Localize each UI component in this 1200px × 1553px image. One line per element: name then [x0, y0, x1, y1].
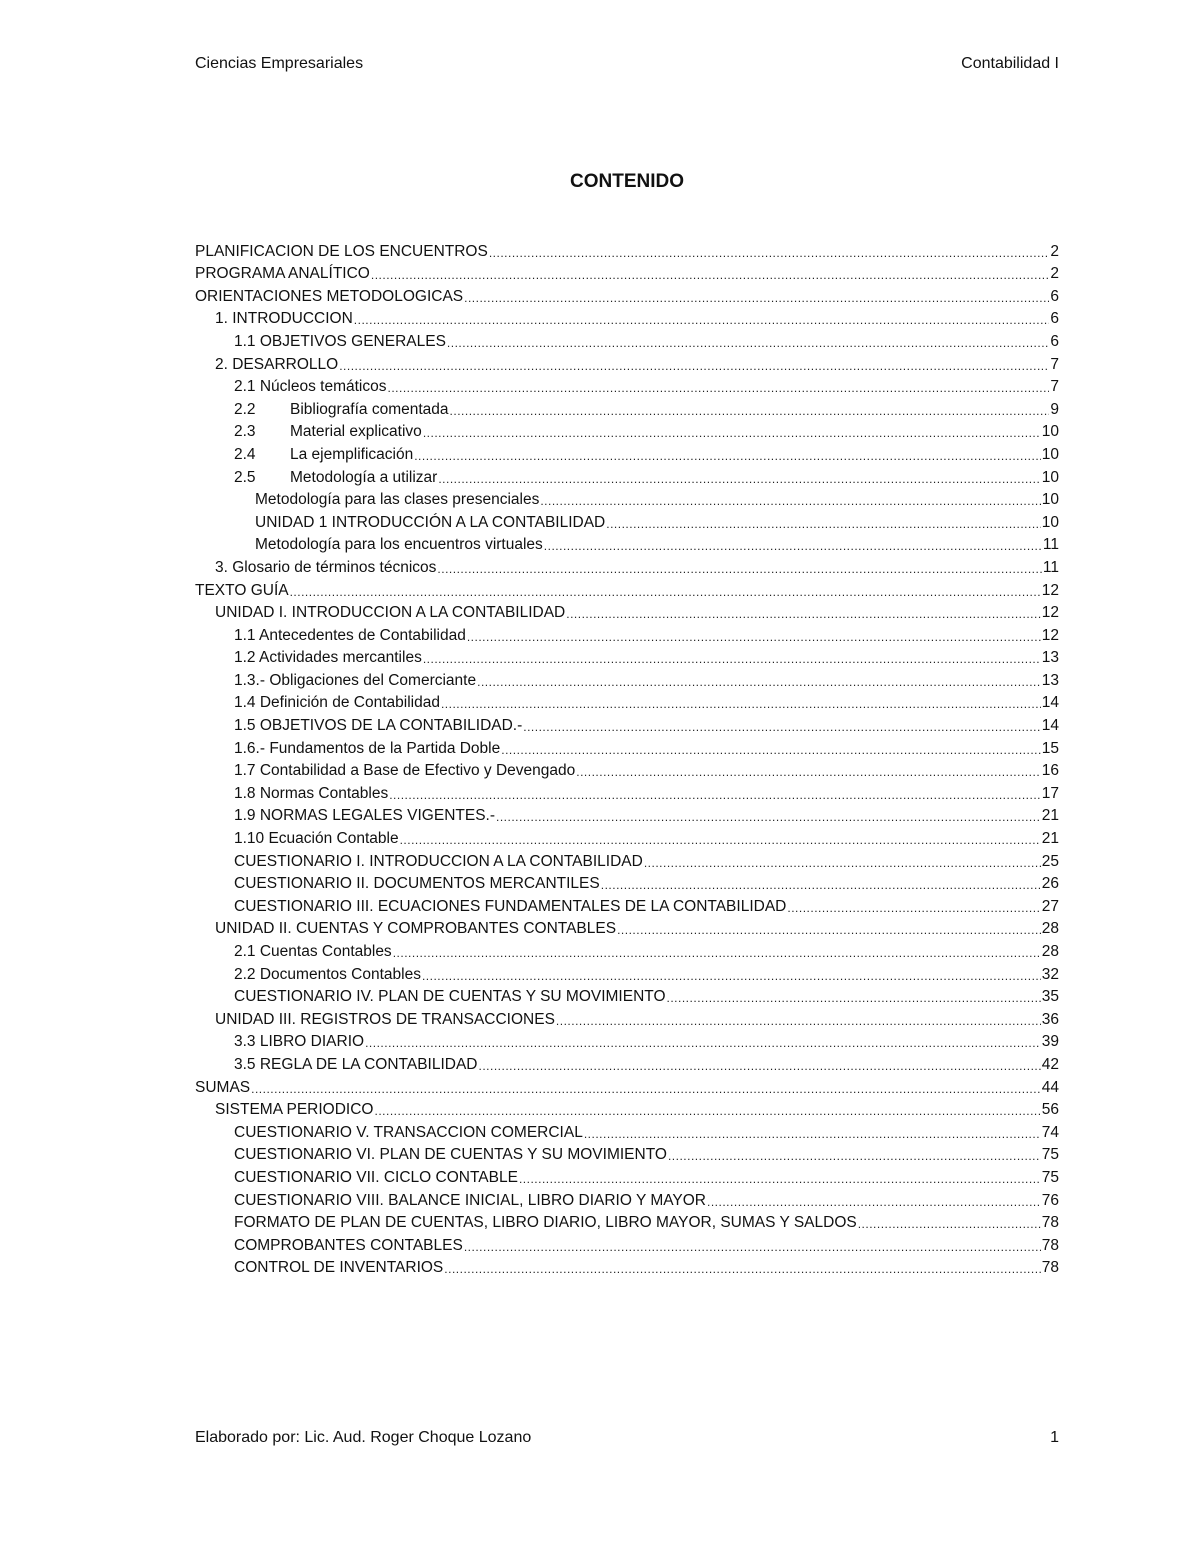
toc-entry[interactable]: [195, 1187, 1059, 1210]
toc-entry[interactable]: [195, 374, 1059, 397]
toc-entry-page: 76: [1041, 1191, 1059, 1209]
toc-entry-label: ORIENTACIONES METODOLOGICAS: [195, 287, 464, 305]
toc-entry-page: 7: [1050, 355, 1059, 373]
toc-entry-label: Material explicativo: [290, 423, 422, 441]
toc-entry[interactable]: [195, 1232, 1059, 1255]
toc-entry-page: 35: [1041, 988, 1059, 1006]
toc-dot-leader: [540, 494, 1040, 509]
toc-entry-label: 1.10 Ecuación Contable: [234, 830, 399, 848]
toc-dot-leader: [464, 291, 1049, 306]
toc-entry-label: Bibliografía comentada: [290, 400, 449, 418]
toc-dot-leader: [858, 1217, 1041, 1232]
toc-entry[interactable]: [195, 825, 1059, 848]
toc-entry-page: 27: [1041, 897, 1059, 915]
toc-dot-leader: [601, 878, 1041, 893]
toc-dot-leader: [464, 1240, 1041, 1255]
toc-dot-leader: [422, 969, 1041, 984]
toc-entry[interactable]: [195, 600, 1059, 623]
toc-dot-leader: [371, 268, 1050, 283]
toc-entry-page: 12: [1041, 626, 1059, 644]
toc-dot-leader: [437, 562, 1042, 577]
toc-entry-label: La ejemplificación: [290, 445, 414, 463]
toc-entry-label: CONTROL DE INVENTARIOS: [234, 1259, 444, 1277]
toc-entry[interactable]: [195, 328, 1059, 351]
toc-entry[interactable]: [195, 758, 1059, 781]
toc-entry-label: 1.8 Normas Contables: [234, 784, 389, 802]
toc-entry-label: FORMATO DE PLAN DE CUENTAS, LIBRO DIARIO, LIBRO MAYOR, SUMAS Y SALDOS: [234, 1214, 857, 1232]
toc-dot-leader: [617, 923, 1041, 938]
toc-dot-leader: [668, 1149, 1041, 1164]
toc-dot-leader: [467, 630, 1041, 645]
toc-entry-page: 10: [1041, 513, 1059, 531]
toc-entry-label: CUESTIONARIO I. INTRODUCCION A LA CONTABILIDAD: [234, 852, 643, 870]
toc-dot-leader: [444, 1262, 1040, 1277]
toc-dot-leader: [400, 833, 1041, 848]
toc-entry-page: 6: [1050, 332, 1059, 350]
toc-dot-leader: [374, 1104, 1040, 1119]
toc-dot-leader: [423, 652, 1041, 667]
toc-entry[interactable]: [195, 712, 1059, 735]
toc-dot-leader: [438, 472, 1040, 487]
footer-author: Elaborado por: Lic. Aud. Roger Choque Lozano: [195, 1429, 532, 1446]
toc-entry-label: UNIDAD III. REGISTROS DE TRANSACCIONES: [215, 1010, 555, 1028]
toc-entry[interactable]: [195, 961, 1059, 984]
toc-entry-page: 17: [1041, 784, 1059, 802]
toc-entry-page: 9: [1050, 400, 1059, 418]
toc-entry-label: 1.3.- Obligaciones del Comerciante: [234, 671, 477, 689]
toc-entry-label: UNIDAD II. CUENTAS Y COMPROBANTES CONTABLES: [215, 920, 617, 938]
footer-page-number: 1: [1050, 1429, 1059, 1446]
toc-entry-page: 78: [1041, 1214, 1059, 1232]
toc-entry[interactable]: [195, 735, 1059, 758]
toc-entry[interactable]: [195, 1051, 1059, 1074]
toc-entry-page: 44: [1041, 1078, 1059, 1096]
toc-dot-leader: [290, 585, 1041, 600]
toc-dot-leader: [388, 381, 1050, 396]
toc-entry-page: 16: [1041, 762, 1059, 780]
toc-entry-page: 21: [1041, 807, 1059, 825]
toc-dot-leader: [447, 336, 1049, 351]
toc-entry-label: CUESTIONARIO III. ECUACIONES FUNDAMENTALES DE LA CONTABILIDAD: [234, 897, 787, 915]
toc-dot-leader: [496, 810, 1041, 825]
toc-entry-label: UNIDAD I. INTRODUCCION A LA CONTABILIDAD: [215, 604, 566, 622]
toc-entry[interactable]: [195, 1164, 1059, 1187]
toc-entry-page: 74: [1041, 1123, 1059, 1141]
toc-entry-page: 11: [1042, 558, 1059, 576]
toc-entry-page: 14: [1041, 694, 1059, 712]
page-footer: [195, 1428, 1059, 1448]
toc-entry-label: 1.2 Actividades mercantiles: [234, 649, 422, 667]
toc-dot-leader: [365, 1036, 1041, 1051]
toc-dot-leader: [519, 1172, 1041, 1187]
toc-entry[interactable]: [195, 622, 1059, 645]
toc-entry[interactable]: [195, 1006, 1059, 1029]
toc-dot-leader: [389, 788, 1041, 803]
toc-entry[interactable]: [195, 261, 1059, 284]
header-subject: Contabilidad I: [961, 55, 1059, 72]
toc-entry-label: 2.2 Documentos Contables: [234, 965, 421, 983]
toc-entry-page: 32: [1041, 965, 1059, 983]
toc-entry[interactable]: [195, 916, 1059, 939]
toc-dot-leader: [251, 1082, 1041, 1097]
toc-entry-page: 12: [1041, 581, 1059, 599]
toc-entry-page: 10: [1041, 491, 1059, 509]
toc-entry-label: TEXTO GUÍA: [195, 581, 289, 599]
toc-entry[interactable]: [195, 1142, 1059, 1165]
toc-dot-leader: [393, 946, 1041, 961]
toc-entry-label: 1.4 Definición de Contabilidad: [234, 694, 440, 712]
toc-entry-page: 10: [1041, 445, 1059, 463]
toc-dot-leader: [501, 743, 1041, 758]
toc-entry-page: 25: [1041, 852, 1059, 870]
toc-entry-page: 36: [1041, 1010, 1059, 1028]
toc-entry-label: PLANIFICACION DE LOS ENCUENTROS: [195, 242, 488, 260]
toc-entry[interactable]: [195, 984, 1059, 1007]
toc-entry-label: CUESTIONARIO VI. PLAN DE CUENTAS Y SU MOVIMIENTO: [234, 1146, 667, 1164]
toc-dot-leader: [479, 1059, 1041, 1074]
toc-entry-label: 3. Glosario de términos técnicos: [215, 558, 437, 576]
toc-entry-label: UNIDAD 1 INTRODUCCIÓN A LA CONTABILIDAD: [255, 513, 606, 531]
toc-entry-page: 11: [1042, 536, 1059, 554]
toc-entry-page: 78: [1041, 1259, 1059, 1277]
toc-entry[interactable]: [195, 938, 1059, 961]
toc-entry-label: 1. INTRODUCCION: [215, 310, 353, 328]
toc-entry-label: 3.5 REGLA DE LA CONTABILIDAD: [234, 1055, 478, 1073]
toc-entry-label: 2.1 Núcleos temáticos: [234, 378, 387, 396]
toc-dot-leader: [423, 426, 1041, 441]
toc-entry-page: 28: [1041, 943, 1059, 960]
toc-dot-leader: [477, 675, 1041, 690]
toc-entry[interactable]: [195, 532, 1059, 555]
toc-entry[interactable]: [195, 509, 1059, 532]
toc-entry[interactable]: [195, 1255, 1059, 1278]
toc-entry-label: Metodología a utilizar: [290, 468, 438, 486]
toc-entry-page: 21: [1041, 830, 1059, 848]
toc-entry-label: 1.6.- Fundamentos de la Partida Doble: [234, 739, 501, 757]
toc-dot-leader: [450, 404, 1050, 419]
toc-dot-leader: [576, 765, 1041, 780]
toc-entry-page: 26: [1041, 875, 1059, 893]
toc-entry-page: 56: [1041, 1101, 1059, 1119]
toc-entry[interactable]: [195, 464, 1059, 487]
toc-entry-page: 78: [1041, 1236, 1059, 1254]
toc-dot-leader: [414, 449, 1041, 464]
toc-entry[interactable]: [195, 283, 1059, 306]
toc-entry-number: 2.2: [234, 400, 256, 418]
toc-dot-leader: [787, 901, 1040, 916]
toc-entry[interactable]: [195, 441, 1059, 464]
toc-entry-number: 2.5: [234, 468, 256, 486]
toc-entry[interactable]: [195, 306, 1059, 329]
toc-entry-label: 1.7 Contabilidad a Base de Efectivo y Devengado: [234, 762, 576, 780]
toc-entry-label: SUMAS: [195, 1078, 251, 1096]
toc-entry-page: 15: [1041, 739, 1059, 757]
toc-dot-leader: [523, 720, 1040, 735]
toc-entry-label: PROGRAMA ANALÍTICO: [195, 265, 370, 283]
toc-entry[interactable]: [195, 871, 1059, 894]
toc-dot-leader: [644, 856, 1041, 871]
toc-entry-label: 3.3 LIBRO DIARIO: [234, 1033, 365, 1051]
toc-entry-page: 12: [1041, 604, 1059, 622]
toc-entry-label: CUESTIONARIO II. DOCUMENTOS MERCANTILES: [234, 875, 600, 893]
toc-entry-page: 39: [1041, 1033, 1059, 1051]
toc-entry[interactable]: [195, 419, 1059, 442]
page-header: [195, 54, 1059, 74]
toc-entry-page: 75: [1041, 1146, 1059, 1164]
toc-dot-leader: [566, 607, 1041, 622]
toc-dot-leader: [556, 1014, 1041, 1029]
toc-entry[interactable]: [195, 893, 1059, 916]
toc-entry-page: 42: [1041, 1055, 1059, 1073]
toc-entry-page: 6: [1050, 287, 1059, 305]
toc-entry[interactable]: [195, 1029, 1059, 1052]
toc-entry[interactable]: [195, 1097, 1059, 1120]
toc-entry-label: COMPROBANTES CONTABLES: [234, 1236, 463, 1254]
toc-entry-label: 1.9 NORMAS LEGALES VIGENTES.-: [234, 807, 495, 825]
toc-entry-label: 1.5 OBJETIVOS DE LA CONTABILIDAD.-: [234, 717, 523, 735]
toc-dot-leader: [339, 359, 1049, 374]
toc-dot-leader: [584, 1127, 1041, 1142]
toc-entry[interactable]: [195, 645, 1059, 668]
toc-entry-page: 14: [1041, 717, 1059, 735]
toc-entry-page: 10: [1041, 423, 1059, 441]
toc-dot-leader: [489, 246, 1050, 261]
page-title: CONTENIDO: [570, 171, 684, 192]
toc-entry-label: 2. DESARROLLO: [215, 355, 339, 373]
toc-entry[interactable]: [195, 1119, 1059, 1142]
toc-entry-label: CUESTIONARIO VII. CICLO CONTABLE: [234, 1168, 518, 1186]
toc-entry-label: CUESTIONARIO V. TRANSACCION COMERCIAL: [234, 1123, 583, 1141]
header-course: Ciencias Empresariales: [195, 55, 364, 72]
toc-dot-leader: [606, 517, 1041, 532]
toc-entry-label: 2.1 Cuentas Contables: [234, 943, 392, 960]
toc-entry[interactable]: [195, 848, 1059, 871]
toc-entry[interactable]: [195, 803, 1059, 826]
toc-entry-page: 75: [1041, 1168, 1059, 1186]
toc-entry-label: Metodología para las clases presenciales: [255, 491, 540, 509]
toc-entry-page: 28: [1041, 920, 1059, 938]
toc-entry[interactable]: [195, 1074, 1059, 1097]
toc-entry[interactable]: [195, 351, 1059, 374]
toc-entry-page: 10: [1041, 468, 1059, 486]
toc-entry-number: 2.3: [234, 423, 256, 441]
toc-entry[interactable]: [195, 487, 1059, 510]
toc-entry-page: 13: [1041, 671, 1059, 689]
toc-entry-label: CUESTIONARIO VIII. BALANCE INICIAL, LIBRO DIARIO Y MAYOR: [234, 1191, 707, 1209]
toc-dot-leader: [707, 1195, 1041, 1210]
toc-entry-label: SISTEMA PERIODICO: [215, 1101, 374, 1119]
toc-entry[interactable]: [195, 1210, 1059, 1233]
toc-entry-number: 2.4: [234, 445, 256, 463]
toc-entry[interactable]: [195, 780, 1059, 803]
toc-dot-leader: [667, 991, 1041, 1006]
toc-entry[interactable]: [195, 554, 1059, 577]
toc-entry-page: 2: [1050, 265, 1059, 283]
toc-entry-page: 13: [1041, 649, 1059, 667]
toc-dot-leader: [544, 539, 1042, 554]
table-of-contents: [195, 238, 1059, 1277]
toc-entry[interactable]: [195, 396, 1059, 419]
toc-entry[interactable]: [195, 690, 1059, 713]
toc-entry-page: 6: [1050, 310, 1059, 328]
toc-entry-page: 2: [1050, 242, 1059, 260]
toc-entry-label: 1.1 Antecedentes de Contabilidad: [234, 626, 466, 644]
toc-entry[interactable]: [195, 238, 1059, 261]
toc-entry[interactable]: [195, 577, 1059, 600]
toc-dot-leader: [354, 313, 1050, 328]
toc-dot-leader: [441, 697, 1041, 712]
toc-entry-label: Metodología para los encuentros virtuales: [255, 536, 543, 554]
toc-entry-label: CUESTIONARIO IV. PLAN DE CUENTAS Y SU MOVIMIENTO: [234, 988, 666, 1006]
toc-entry[interactable]: [195, 667, 1059, 690]
toc-entry-label: 1.1 OBJETIVOS GENERALES: [234, 332, 446, 350]
toc-entry-page: 7: [1050, 378, 1059, 396]
